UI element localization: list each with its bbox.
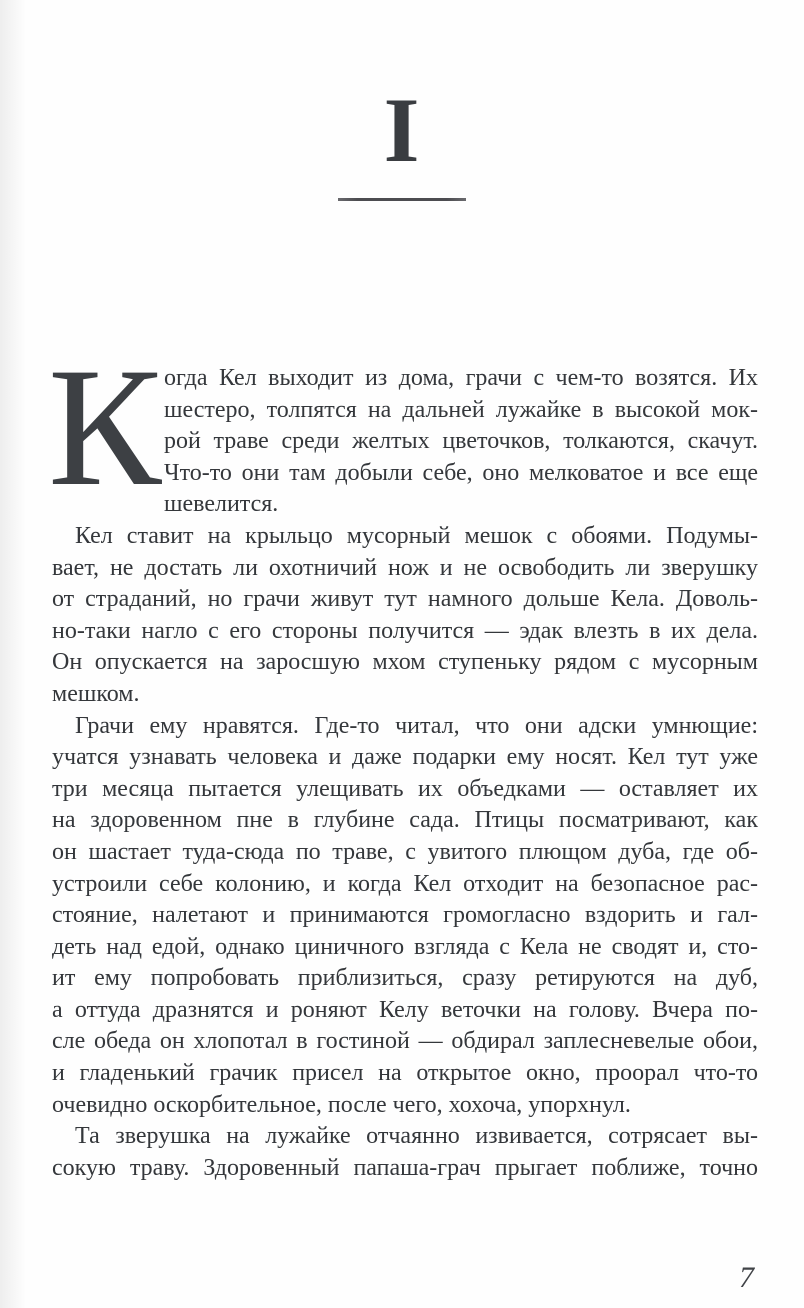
text-line: стояние, налетают и принимаются громогласно вздорить и гал- — [52, 902, 758, 929]
paragraph — [52, 1121, 758, 1184]
text-line: Кел ставит на крыльцо мусорный мешок с обоями. Подумы- — [75, 522, 758, 549]
text-line: Та зверушка на лужайке отчаянно извивается, сотрясает вы- — [75, 1123, 758, 1150]
page-number: 7 — [739, 1261, 754, 1294]
text-line: шестеро, толпятся на дальней лужайке в высокой мок- — [164, 396, 758, 423]
text-line: рой траве среди желтых цветочков, толкаются, скачут. — [164, 428, 758, 455]
page-text — [48, 333, 758, 1184]
text-line: учатся узнавать человека и даже подарки ему носят. Кел тут уже — [52, 744, 758, 771]
text-line: шевелится. — [164, 491, 279, 518]
text-line: а оттуда дразнятся и роняют Келу веточки на голову. Вчера по- — [52, 996, 758, 1023]
text-line: на здоровенном пне в глубине сада. Птицы посматривают, как — [52, 807, 758, 834]
chapter-number: I — [383, 79, 421, 181]
text-line: от страданий, но грачи живут тут намного дольше Кела. Доволь- — [52, 586, 758, 613]
text-line: Он опускается на заросшую мхом ступеньку рядом с мусорным — [52, 649, 758, 676]
text-line: Что-то они там добыли себе, оно мелковатое и все еще — [164, 459, 758, 486]
paragraph — [52, 521, 758, 711]
text-line: вает, не достать ли охотничий нож и не освободить ли зверушку — [52, 554, 758, 581]
text-line: три месяца пытается улещивать их объедками — оставляет их — [52, 775, 758, 802]
chapter-heading — [0, 0, 804, 201]
text-line: очевидно оскорбительное, после чего, хохоча, упорхнул. — [52, 1091, 631, 1118]
text-line: огда Кел выходит из дома, грачи с чем-то возятся. Их — [164, 365, 758, 391]
paragraph — [52, 711, 758, 1122]
text-line: сле обеда он хлопотал в гостиной — обдирал заплесневелые обои, — [52, 1028, 758, 1055]
drop-cap: К — [48, 333, 162, 521]
chapter-divider-rule — [338, 198, 466, 201]
text-line: деть над едой, однако циничного взгляда с Кела не сводят и, сто- — [52, 933, 758, 960]
text-line: мешком. — [52, 680, 140, 707]
text-line: он шастает туда-сюда по траве, с увитого плющом дуба, где об- — [52, 838, 758, 865]
text-line: Грачи ему нравятся. Где-то читал, что они адски умнющие: — [75, 712, 758, 739]
text-line: но-таки нагло с его стороны получится — эдак влезть в их дела. — [52, 617, 758, 644]
text-line: сокую траву. Здоровенный папаша-грач прыгает поближе, точно — [52, 1154, 758, 1181]
text-line: устроили себе колонию, и когда Кел отходит на безопасное рас- — [52, 870, 758, 897]
paragraph — [48, 333, 758, 521]
text-line: ит ему попробовать приблизиться, сразу ретируются на дуб, — [52, 965, 758, 992]
text-line: и гладенький грачик присел на открытое окно, проорал что-то — [52, 1060, 758, 1087]
